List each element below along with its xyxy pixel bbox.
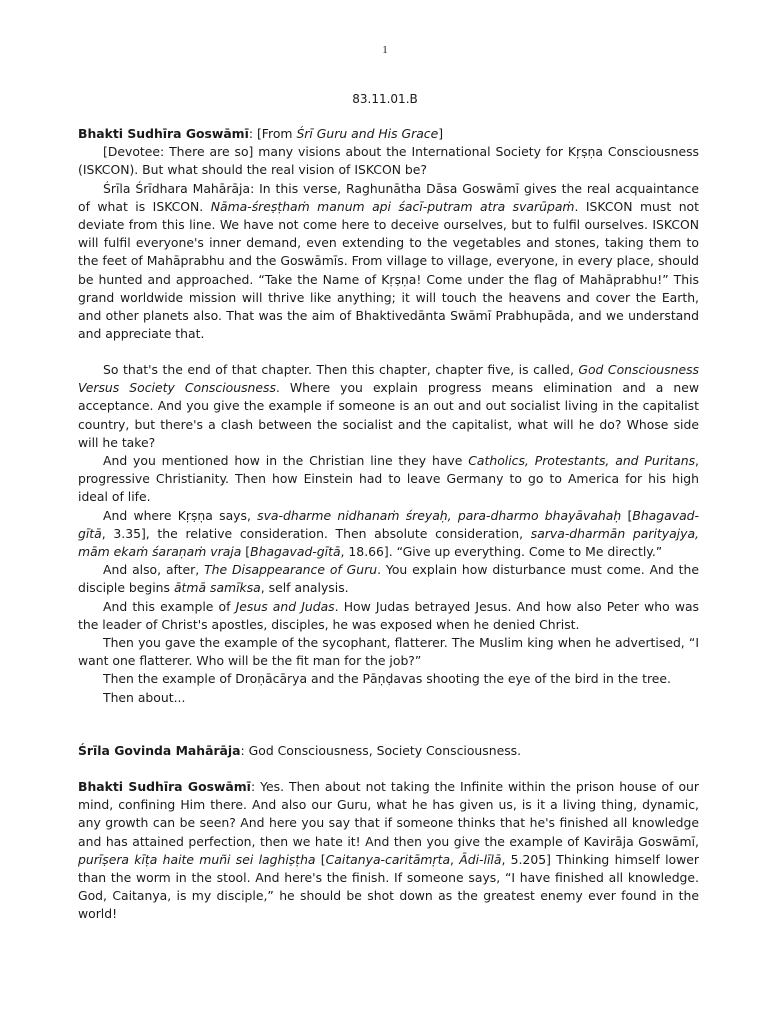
- verse-quote: purīṣera kīṭa haite muñi sei laghiṣṭha: [78, 851, 316, 867]
- chapter-title: God Consciousness Versus Society Consciousness: [78, 362, 699, 396]
- text-run: So that's the end of that chapter. Then this chapter, chapter five, is called,: [103, 362, 579, 377]
- text-run: , progressive Christianity. Then how Einstein had to leave Germany to go to America for his high ideal of life.: [78, 453, 699, 505]
- transcript-block-2: [78, 361, 699, 707]
- paragraph-7: [78, 561, 699, 597]
- speaker-name: Śrīla Govinda Mahārāja: [78, 743, 241, 758]
- text-run: , 3.35], the relative consideration. Then absolute consideration,: [101, 525, 531, 541]
- book-title: Ādi-līlā: [459, 851, 502, 867]
- text-run: [: [315, 851, 326, 867]
- paragraph-2: [Devotee: There are so] many visions about the International Society for Kṛṣṇa Consciousness (ISKCON). But what should the real vision of ISKCON be?: [78, 144, 699, 178]
- verse-quote: Nāma-śreṣṭhaṁ manum api śacī-putram atra svarūpaṁ: [210, 198, 575, 214]
- italic-phrase: ātmā samīksa: [173, 580, 261, 596]
- paragraph-5: [78, 452, 699, 507]
- text-run: , 5.205] Thinking himself lower than the worm in the stool. And here's the finish. If someone says, “I have finished all knowledge. God, Caitanya, is my disciple,” he should be shot down as the greatest enemy ever found in the world!: [78, 851, 699, 922]
- text-run: . How Judas betrayed Jesus. And how also Peter who was the leader of Christ's apostles, disciples, he was exposed when he denied Christ.: [78, 598, 699, 632]
- text-run: : God Consciousness, Society Consciousness.: [240, 743, 522, 758]
- paragraph-1: [78, 125, 699, 143]
- paragraph-8: [78, 598, 699, 634]
- text-run: Śrīla Śrīdhara Mahārāja: In this verse, Raghunātha Dāsa Goswāmī gives the real acquaintance of what is ISKCON.: [78, 180, 699, 214]
- book-title: Bhagavad-gītā: [250, 544, 341, 560]
- text-run: : Yes. Then about not taking the Infinite within the prison house of our mind, confining Him there. And also our Guru, what he has given us, is it a living thing, dynamic, any growth can be seen? And here you say that if someone thinks that he's finished all knowledge and has attained perfection, then we hate it! And then you give the example of Kavirāja Goswāmī,: [78, 779, 700, 849]
- book-title: Śrī Guru and His Grace: [296, 126, 439, 141]
- text-run: . Where you explain progress means elimination and a new acceptance. And you give the example if someone is an out and out socialist living in the capitalist country, but there's a clash between the socialist and the capitalist, what will he do? Whose side will he take?: [78, 380, 699, 450]
- chapter-title: Jesus and Judas: [235, 598, 335, 614]
- text-run: [: [621, 507, 633, 523]
- text-run: . ISKCON must not deviate from this line. We have not come here to deceive ourselves, but to fulfil ourselves. ISKCON will fulfil everyone's inner demand, even extending to the vegetables and stones, taking them to the feet of Mahāprabhu and the Goswāmīs. From village to village, everyone, in every place, should be hunted and approached. “Take the Name of Kṛṣṇa! Come under the flag of Mahāprabhu!” This grand worldwide mission will thrive like anything; it will touch the heavens and cover the Earth, and other planets also. That was the aim of Bhaktivedānta Swāmī Prabhupāda, and we understand and appreciate that.: [78, 198, 699, 342]
- text-run: And you mentioned how in the Christian line they have: [103, 453, 469, 469]
- paragraph-11: Then about...: [103, 689, 186, 705]
- text-run: [: [241, 544, 251, 560]
- paragraph-10: Then the example of Droṇācārya and the Pāṇḍavas shooting the eye of the bird in the tree.: [103, 671, 671, 687]
- speaker-name: Bhakti Sudhīra Goswāmī: [78, 126, 249, 141]
- transcript-block-3: [78, 742, 699, 760]
- text-run: And this example of: [103, 598, 236, 614]
- paragraph-3: [78, 180, 699, 344]
- verse-quote: sarva-dharmān parityajya, mām ekaṁ śaraṇaṁ vraja: [78, 525, 699, 560]
- book-title: Caitanya-caritāmṛta: [325, 851, 451, 867]
- italic-phrase: Catholics, Protestants, and Puritans: [468, 453, 696, 469]
- paragraph-6: [78, 507, 699, 562]
- text-run: : [From: [248, 126, 297, 141]
- book-title: Bhagavad-gītā: [78, 507, 699, 541]
- transcript-block-4: [78, 778, 699, 924]
- text-run: ]: [438, 126, 444, 141]
- text-run: , 18.66]. “Give up everything. Come to Me directly.”: [340, 544, 663, 560]
- page-number: 1: [382, 44, 388, 56]
- text-run: . You explain how disturbance must come. And the disciple begins: [78, 562, 699, 596]
- paragraph-4: [78, 361, 699, 452]
- text-run: ,: [450, 851, 460, 867]
- text-run: And where Kṛṣṇa says,: [103, 507, 258, 523]
- paragraph-12: [78, 742, 699, 760]
- paragraph-9: Then you gave the example of the sycophant, flatterer. The Muslim king when he advertised, “I want one flatterer. Who will be the fit man for the job?”: [78, 635, 699, 669]
- text-run: , self analysis.: [260, 580, 349, 596]
- chapter-title: The Disappearance of Guru: [204, 562, 378, 578]
- speaker-name: Bhakti Sudhīra Goswāmī: [78, 779, 251, 794]
- text-run: And also, after,: [103, 562, 205, 578]
- paragraph-13: [78, 778, 699, 924]
- transcript-code: 83.11.01.B: [352, 92, 418, 106]
- transcript-block-1: [78, 125, 699, 343]
- verse-quote: sva-dharme nidhanaṁ śreyaḥ, para-dharmo bhayāvahaḥ: [257, 507, 622, 523]
